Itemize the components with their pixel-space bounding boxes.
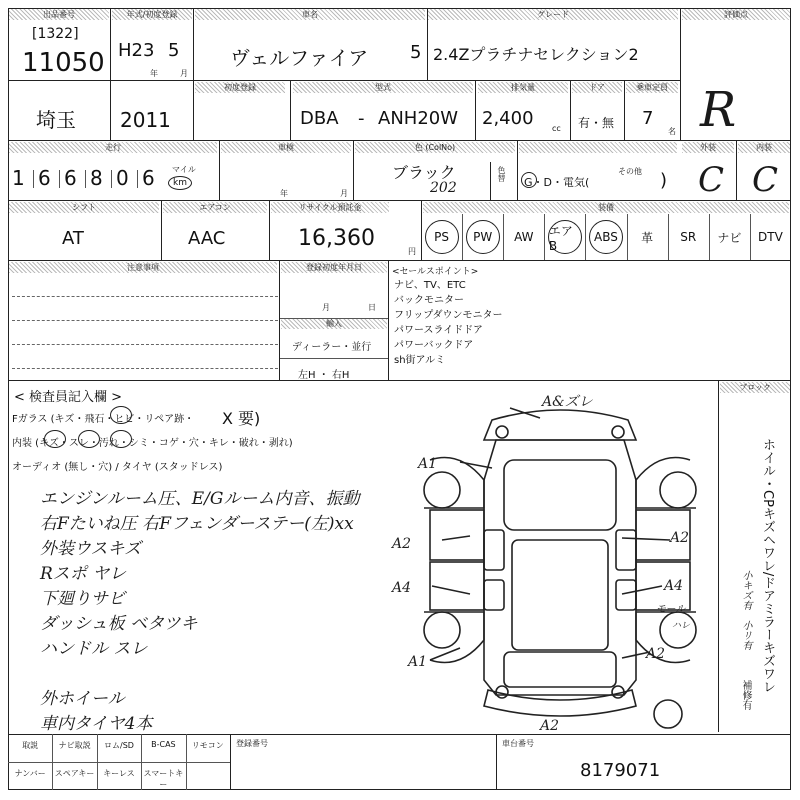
type-header: 型式 (293, 82, 473, 93)
audio-line: オーディオ (無し・穴) / タイヤ (スタッドレス) (12, 462, 223, 473)
car-diagram (392, 390, 720, 735)
insp-year: 年 (280, 189, 288, 198)
lot-number: 11050 (22, 48, 105, 78)
sales-points-header: <セールスポイント> (392, 267, 479, 277)
handwritten-line: 車内タイヤ4本 (40, 714, 153, 734)
serial-label: 車台番号 (502, 739, 534, 748)
equipment-3 (544, 214, 585, 260)
exterior-grade: C (698, 160, 725, 200)
first-reg-header: 初度登録 (195, 82, 285, 93)
rub-circle (78, 430, 100, 448)
sales-point-item: ナビ、TV、ETC (394, 280, 466, 291)
lot-bracket: [1322] (32, 26, 79, 42)
side-note-2: 小キズ有 (740, 570, 751, 610)
equipment-1 (462, 214, 503, 260)
side-note-4: 補修有 (740, 680, 751, 710)
footer-cells (8, 734, 230, 790)
footer-cell: ナンバー (14, 769, 46, 778)
mileage-header: 走行 (9, 142, 217, 153)
equipment-row (421, 214, 791, 260)
color-header: 色 (ColNo) (355, 142, 515, 153)
km-unit: km (168, 176, 192, 190)
mark-a1-tl: A1 (418, 456, 438, 472)
footer-cell: 取説 (22, 741, 39, 750)
handwritten-line: 下廻りサビ (40, 589, 125, 609)
cc-header: 排気量 (478, 82, 568, 93)
mileage-digit: 8 (90, 166, 103, 190)
mark-a4-r: A4 (664, 578, 684, 594)
mileage-digit: 6 (142, 166, 155, 190)
fuel-header (519, 142, 677, 153)
dealer-parallel: ディーラー・並行 (292, 342, 372, 353)
handwritten-line: エンジンルーム圧、E/Gルーム内音、振動 (40, 489, 360, 509)
type-prefix: DBA (300, 108, 339, 129)
footer-cell: リモコン (191, 741, 224, 750)
handwritten-line: Rスポ ヤレ (40, 564, 127, 584)
month-unit: 月 (180, 69, 188, 78)
fuel-close: ) (660, 170, 668, 191)
chip-circle (110, 406, 132, 424)
scratch-circle (44, 430, 66, 448)
handwritten-line (40, 659, 380, 684)
import-header: 輸入 (281, 318, 387, 329)
mark-a1-bl: A1 (408, 654, 428, 670)
type-dash: - (358, 108, 365, 129)
reg-day-label: 日 (368, 303, 376, 312)
equipment-5 (627, 214, 668, 260)
color-name: ブラック (392, 163, 456, 182)
exterior-header: 外装 (682, 142, 734, 153)
reg-month-label: 月 (322, 303, 330, 312)
equipment-label: DTV (758, 230, 783, 244)
model-name: ヴェルファイア (230, 46, 369, 70)
footer-cell: キーレス (103, 769, 135, 778)
equipment-label: エアB (548, 220, 582, 254)
equipment-0 (421, 214, 462, 260)
side-note-3: 小リ有 (740, 620, 751, 650)
reg-number-label: 登録番号 (236, 739, 268, 748)
mileage-digit: 6 (64, 166, 77, 190)
equipment-label: 革 (641, 230, 654, 245)
equipment-2 (503, 214, 544, 260)
mark-a2-br: A2 (646, 646, 666, 662)
color-change: 色替 (497, 166, 506, 182)
mileage-digits (12, 166, 172, 192)
seats-unit: 名 (668, 127, 676, 136)
fuel-other: その他 (618, 167, 642, 176)
mark-a2-l: A2 (392, 536, 412, 552)
seat-count: 7 (642, 108, 654, 129)
equipment-header: 装備 (423, 202, 789, 213)
footer-cell: B-CAS (151, 740, 176, 749)
inspection-header: 車検 (221, 142, 351, 153)
mileage-digit: 1 (12, 166, 25, 190)
footer-cell: スペアキー (54, 769, 95, 778)
footer-cell: スマートキー (143, 769, 184, 789)
cc-unit: cc (552, 124, 561, 133)
footer-cell: ナビ取説 (58, 741, 91, 750)
dirt-circle (110, 430, 132, 448)
type-code: ANH20W (378, 108, 459, 129)
mile-unit: マイル (172, 165, 196, 174)
sales-point-item: パワーバックドア (394, 340, 474, 351)
yen-unit: 円 (408, 247, 416, 256)
equipment-4 (585, 214, 626, 260)
handwritten-line: ダッシュ板 ベタツキ (40, 614, 198, 634)
handwritten-line: 外装ウスキズ (40, 539, 142, 559)
sales-point-item: sh街アルミ (394, 355, 446, 366)
equipment-8 (750, 214, 791, 260)
seats-header: 乗車定員 (626, 82, 678, 93)
handwritten-line: 右Fたいね圧 右Fフェンダーステー(左)xx (40, 514, 354, 534)
interior-header: 内装 (738, 142, 790, 153)
fuel-type: G・D・電気( (524, 176, 590, 189)
glass-line: Fガラス (キズ・飛石・ヒビ・リペア跡・ (12, 414, 195, 425)
yes-no: 有・無 (578, 116, 615, 130)
ac-value: AAC (188, 228, 226, 249)
handle-side: 左H ・ 右H (298, 370, 350, 381)
mark-mole: モール (656, 604, 686, 615)
mark-top: A&ズレ (542, 394, 593, 410)
interior-grade: C (752, 160, 779, 200)
notes-header: 注意事項 (9, 262, 277, 273)
mileage-digit: 0 (116, 166, 129, 190)
equipment-7 (709, 214, 750, 260)
color-number: 202 (430, 180, 457, 196)
handwritten-line: 外ホイール (40, 689, 125, 709)
prefecture: 埼玉 (36, 108, 76, 132)
shift-value: AT (62, 228, 84, 249)
recycle-header: リサイクル預託金 (271, 202, 389, 213)
equipment-6 (668, 214, 709, 260)
sales-point-item: パワースライドドア (394, 325, 483, 336)
door-count: 5 (410, 42, 422, 63)
model-year: 2011 (120, 108, 171, 132)
ac-header: エアコン (163, 202, 267, 213)
equipment-label: PW (466, 220, 500, 254)
interior-line: 内装 (キズ・スレ・汚れ・シミ・コゲ・穴・キレ・破れ・剥れ) (12, 438, 293, 449)
equipment-label: ABS (589, 220, 623, 254)
score-value: R (700, 82, 737, 138)
mark-mole2: ハレ (672, 621, 691, 631)
shift-header: シフト (9, 202, 159, 213)
corner-block-label: ブロック (720, 382, 790, 393)
inspector-title: < 検査員記入欄 > (14, 390, 123, 405)
equipment-label: SR (680, 230, 697, 244)
score-header: 評価点 (682, 9, 790, 20)
grade-header: グレード (428, 9, 678, 20)
year-header: 年式/初度登録 (112, 9, 192, 20)
mark-a2-r: A2 (670, 530, 690, 546)
equipment-label: AW (514, 230, 534, 244)
footer-cell: ロム/SD (104, 741, 134, 750)
sales-points-list (394, 278, 694, 368)
displacement: 2,400 (482, 108, 534, 129)
recycle-value: 16,360 (298, 226, 375, 251)
equipment-label: PS (425, 220, 459, 254)
mark-a2-bottom: A2 (540, 718, 560, 734)
serial-number: 8179071 (580, 760, 661, 781)
handwritten-line: ハンドル スレ (40, 639, 148, 659)
glass-x: X 要) (222, 409, 261, 428)
model-header: 車名 (195, 9, 425, 20)
insp-month: 月 (340, 189, 348, 198)
grade-name: 2.4Zプラチナセレクション2 (433, 45, 639, 64)
sales-point-item: フリップダウンモニター (394, 310, 503, 321)
mileage-digit: 6 (38, 166, 51, 190)
reg-month: 5 (168, 40, 180, 61)
handwritten-notes (40, 484, 380, 734)
year-unit: 年 (150, 69, 158, 78)
side-note: ホイル・CPキズヘワレ/ドアミラーキズワレ (760, 438, 775, 694)
sales-point-item: バックモニター (394, 295, 464, 306)
lot-header: 出品番号 (9, 9, 109, 20)
doors-header: ドア (572, 82, 622, 93)
era-year: H23 (118, 40, 155, 61)
mark-a4-l: A4 (392, 580, 412, 596)
equipment-label: ナビ (717, 230, 742, 245)
first-reg-date-header: 登録初度年月日 (281, 262, 387, 273)
